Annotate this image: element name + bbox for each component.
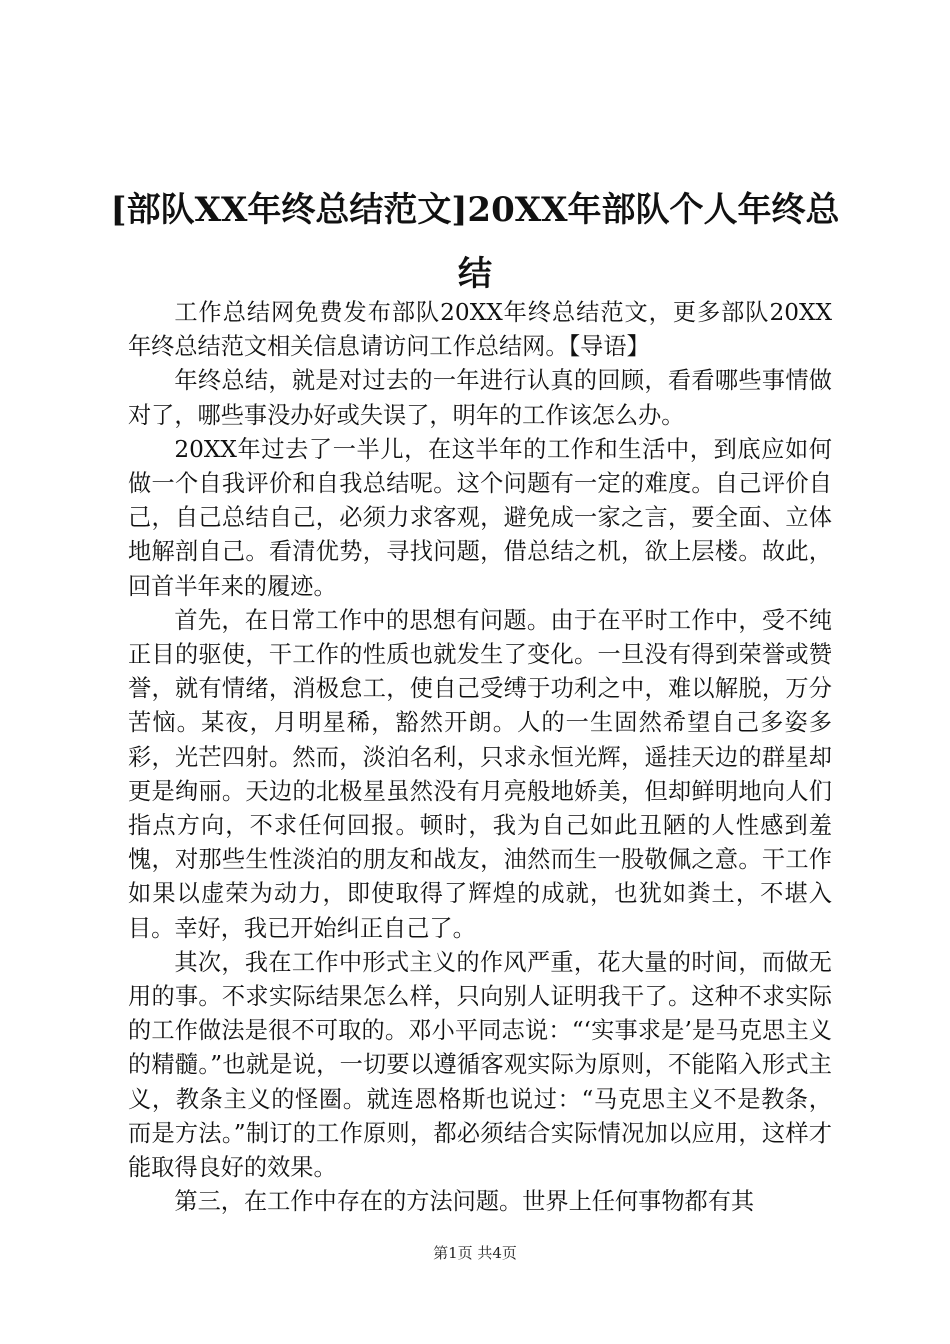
paragraph-second-point: 其次，我在工作中形式主义的作风严重，花大量的时间，而做无用的事。不求实际结果怎么样，只向别人证明我干了。这种不求实际的工作做法是很不可取的。邓小平同志说：“‘实事求是’是马克思主义的精髓。”也就是说，一切要以遵循客观实际为原则，不能陷入形式主义，教条主义的怪圈。就连恩格斯也说过：“马克思主义不是教条，而是方法。”制订的工作原则，都必须结合实际情况加以应用，这样才能取得良好的效果。 — [128, 948, 832, 1182]
paragraph-definition: 年终总结，就是对过去的一年进行认真的回顾，看看哪些事情做对了，哪些事没办好或失误了，明年的工作该怎么办。 — [128, 367, 832, 429]
page-footer: 第1页 共4页 — [433, 1244, 517, 1262]
document-title: [部队XX年终总结范文]20XX年部队个人年终总结 — [110, 190, 840, 294]
paragraph-half-year: 20XX年过去了一半儿，在这半年的工作和生活中，到底应如何做一个自我评价和自我总结呢。这个问题有一定的难度。自己评价自己，自己总结自己，必须力求客观，避免成一家之言，要全面、立体地解剖自己。看清优势，寻找问题，借总结之机，欲上层楼。故此，回首半年来的履迹。 — [128, 435, 832, 600]
paragraph-third-point: 第三，在工作中存在的方法问题。世界上任何事物都有其 — [174, 1188, 755, 1216]
paragraph-intro: 工作总结网免费发布部队20XX年终总结范文，更多部队20XX年终总结范文相关信息请访问工作总结网。【导语】 — [128, 299, 832, 361]
document-body — [128, 296, 832, 1216]
paragraph-first-point: 首先，在日常工作中的思想有问题。由于在平时工作中，受不纯正目的驱使，干工作的性质也就发生了变化。一旦没有得到荣誉或赞誉，就有情绪，消极怠工，使自己受缚于功利之中，难以解脱，万分苦恼。某夜，月明星稀，豁然开朗。人的一生固然希望自己多姿多彩，光芒四射。然而，淡泊名利，只求永恒光辉，遥挂天边的群星却更是绚丽。天边的北极星虽然没有月亮般地娇美，但却鲜明地向人们指点方向，不求任何回报。顿时，我为自己如此丑陋的人性感到羞愧，对那些生性淡泊的朋友和战友，油然而生一股敬佩之意。干工作如果以虚荣为动力，即使取得了辉煌的成就，也犹如粪土，不堪入目。幸好，我已开始纠正自己了。 — [128, 606, 832, 942]
